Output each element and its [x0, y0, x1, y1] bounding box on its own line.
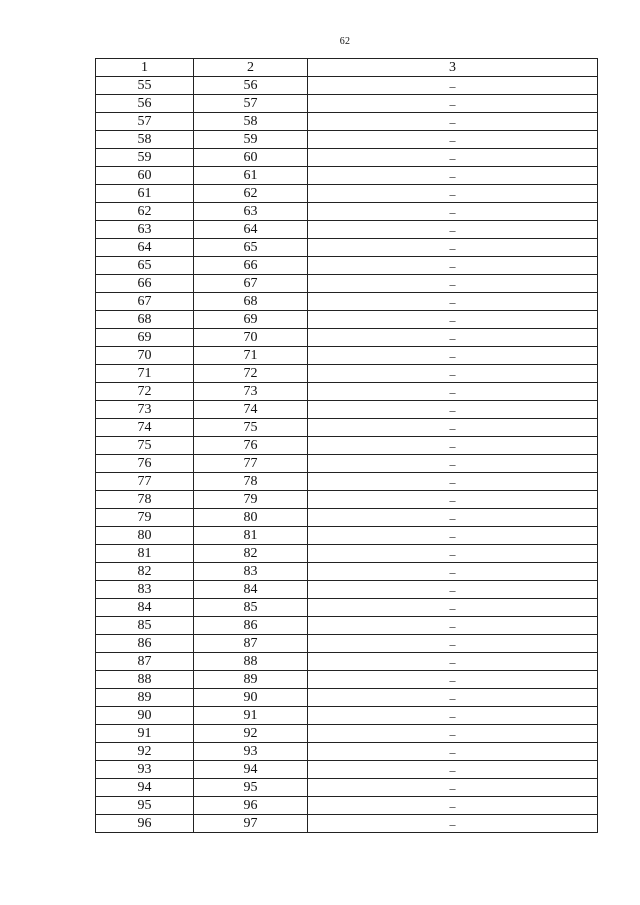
table-cell-col-3: –	[308, 815, 598, 833]
table-row	[96, 689, 598, 707]
table-row	[96, 131, 598, 149]
table-cell-col-3: –	[308, 779, 598, 797]
table-cell-col-3: –	[308, 419, 598, 437]
table-cell-col-3: –	[308, 221, 598, 239]
table-cell-col-3: –	[308, 203, 598, 221]
table-cell-col-2: 83	[194, 563, 308, 581]
table-cell-col-1: 58	[96, 131, 194, 149]
table-cell-col-1: 56	[96, 95, 194, 113]
table-cell-col-2: 65	[194, 239, 308, 257]
table-cell-col-1: 59	[96, 149, 194, 167]
table-row	[96, 581, 598, 599]
table-cell-col-1: 95	[96, 797, 194, 815]
page-number: 62	[339, 36, 351, 47]
table-cell-col-1: 84	[96, 599, 194, 617]
table-row	[96, 185, 598, 203]
table-cell-col-2: 57	[194, 95, 308, 113]
table-cell-col-1: 79	[96, 509, 194, 527]
data-table	[95, 58, 598, 833]
table-cell-col-3: –	[308, 365, 598, 383]
table-row	[96, 761, 598, 779]
table-cell-col-3: –	[308, 131, 598, 149]
table-cell-col-3: –	[308, 653, 598, 671]
table-cell-col-3: –	[308, 95, 598, 113]
header-row	[96, 59, 598, 77]
table-cell-col-2: 56	[194, 77, 308, 95]
table-cell-col-1: 88	[96, 671, 194, 689]
table-cell-col-3: –	[308, 797, 598, 815]
table-cell-col-3: –	[308, 491, 598, 509]
table-cell-col-2: 58	[194, 113, 308, 131]
table-row	[96, 347, 598, 365]
table-cell-col-3: –	[308, 311, 598, 329]
table-cell-col-1: 74	[96, 419, 194, 437]
table-cell-col-1: 96	[96, 815, 194, 833]
table-cell-col-1: 86	[96, 635, 194, 653]
table-cell-col-3: –	[308, 473, 598, 491]
table-cell-col-3: –	[308, 527, 598, 545]
table-row	[96, 725, 598, 743]
table-cell-col-2: 78	[194, 473, 308, 491]
table-cell-col-1: 73	[96, 401, 194, 419]
table-row	[96, 203, 598, 221]
table-cell-col-2: 69	[194, 311, 308, 329]
table-cell-col-2: 74	[194, 401, 308, 419]
table-row	[96, 653, 598, 671]
table-row	[96, 437, 598, 455]
table-cell-col-3: –	[308, 455, 598, 473]
table-cell-col-3: –	[308, 239, 598, 257]
table-cell-col-2: 95	[194, 779, 308, 797]
table-cell-col-1: 75	[96, 437, 194, 455]
table-row	[96, 455, 598, 473]
table-row	[96, 473, 598, 491]
table-row	[96, 311, 598, 329]
table-row	[96, 167, 598, 185]
table-cell-col-3: –	[308, 689, 598, 707]
table-row	[96, 401, 598, 419]
table-cell-col-2: 59	[194, 131, 308, 149]
table-cell-col-2: 93	[194, 743, 308, 761]
table-cell-col-2: 91	[194, 707, 308, 725]
table-row	[96, 743, 598, 761]
table-row	[96, 149, 598, 167]
table-cell-col-2: 82	[194, 545, 308, 563]
table-row	[96, 95, 598, 113]
table-row	[96, 77, 598, 95]
table-cell-col-2: 67	[194, 275, 308, 293]
table-cell-col-1: 66	[96, 275, 194, 293]
table-cell-col-3: –	[308, 707, 598, 725]
table-row	[96, 257, 598, 275]
table-cell-col-3: –	[308, 509, 598, 527]
table-cell-col-1: 90	[96, 707, 194, 725]
table-cell-col-2: 79	[194, 491, 308, 509]
table-cell-col-1: 93	[96, 761, 194, 779]
table-row	[96, 617, 598, 635]
table-cell-col-1: 80	[96, 527, 194, 545]
table-cell-col-2: 63	[194, 203, 308, 221]
column-header-3: 3	[308, 59, 598, 77]
table-cell-col-1: 92	[96, 743, 194, 761]
table-cell-col-2: 76	[194, 437, 308, 455]
table-row	[96, 671, 598, 689]
table-row	[96, 527, 598, 545]
table-row	[96, 113, 598, 131]
table-cell-col-1: 85	[96, 617, 194, 635]
table-row	[96, 293, 598, 311]
table-row	[96, 383, 598, 401]
table-cell-col-3: –	[308, 113, 598, 131]
table-cell-col-2: 81	[194, 527, 308, 545]
table-cell-col-3: –	[308, 761, 598, 779]
table-cell-col-3: –	[308, 293, 598, 311]
table-cell-col-2: 75	[194, 419, 308, 437]
table-cell-col-1: 64	[96, 239, 194, 257]
table-row	[96, 221, 598, 239]
table-cell-col-2: 72	[194, 365, 308, 383]
table-cell-col-3: –	[308, 617, 598, 635]
table-row	[96, 509, 598, 527]
table-cell-col-1: 78	[96, 491, 194, 509]
table-row	[96, 599, 598, 617]
table-cell-col-3: –	[308, 401, 598, 419]
table-row	[96, 635, 598, 653]
table-cell-col-2: 62	[194, 185, 308, 203]
table-cell-col-2: 88	[194, 653, 308, 671]
table-cell-col-3: –	[308, 149, 598, 167]
table-cell-col-1: 94	[96, 779, 194, 797]
table-cell-col-1: 77	[96, 473, 194, 491]
table-cell-col-1: 91	[96, 725, 194, 743]
table-cell-col-3: –	[308, 77, 598, 95]
table-cell-col-2: 84	[194, 581, 308, 599]
table-row	[96, 815, 598, 833]
table-cell-col-3: –	[308, 743, 598, 761]
table-row	[96, 239, 598, 257]
table-cell-col-2: 92	[194, 725, 308, 743]
table-cell-col-3: –	[308, 725, 598, 743]
table-cell-col-1: 69	[96, 329, 194, 347]
table-body	[96, 77, 598, 833]
table-cell-col-2: 60	[194, 149, 308, 167]
table-cell-col-3: –	[308, 563, 598, 581]
table-cell-col-1: 81	[96, 545, 194, 563]
table-cell-col-3: –	[308, 545, 598, 563]
table-cell-col-1: 70	[96, 347, 194, 365]
table-cell-col-1: 63	[96, 221, 194, 239]
table-cell-col-2: 87	[194, 635, 308, 653]
table-cell-col-2: 77	[194, 455, 308, 473]
table-cell-col-3: –	[308, 437, 598, 455]
table-cell-col-1: 57	[96, 113, 194, 131]
column-header-1: 1	[96, 59, 194, 77]
table-cell-col-3: –	[308, 167, 598, 185]
table-cell-col-1: 68	[96, 311, 194, 329]
table-cell-col-3: –	[308, 635, 598, 653]
table-cell-col-2: 90	[194, 689, 308, 707]
table-cell-col-2: 66	[194, 257, 308, 275]
table-cell-col-3: –	[308, 185, 598, 203]
table-row	[96, 779, 598, 797]
table-cell-col-3: –	[308, 329, 598, 347]
table-cell-col-3: –	[308, 347, 598, 365]
table-row	[96, 419, 598, 437]
table-cell-col-1: 76	[96, 455, 194, 473]
table-cell-col-2: 70	[194, 329, 308, 347]
table-cell-col-3: –	[308, 383, 598, 401]
table-cell-col-3: –	[308, 671, 598, 689]
table-cell-col-2: 61	[194, 167, 308, 185]
table-cell-col-1: 55	[96, 77, 194, 95]
table-row	[96, 707, 598, 725]
table-cell-col-3: –	[308, 599, 598, 617]
table-row	[96, 491, 598, 509]
table-cell-col-2: 94	[194, 761, 308, 779]
table-cell-col-2: 89	[194, 671, 308, 689]
table-cell-col-2: 73	[194, 383, 308, 401]
table-cell-col-2: 64	[194, 221, 308, 239]
table-cell-col-3: –	[308, 257, 598, 275]
table-row	[96, 545, 598, 563]
table-cell-col-1: 82	[96, 563, 194, 581]
table-header	[96, 59, 598, 77]
table-cell-col-1: 60	[96, 167, 194, 185]
table-cell-col-1: 65	[96, 257, 194, 275]
table-cell-col-2: 96	[194, 797, 308, 815]
table-row	[96, 275, 598, 293]
column-header-2: 2	[194, 59, 308, 77]
table-cell-col-1: 87	[96, 653, 194, 671]
table-cell-col-1: 89	[96, 689, 194, 707]
table-row	[96, 563, 598, 581]
table-cell-col-1: 83	[96, 581, 194, 599]
table-cell-col-1: 71	[96, 365, 194, 383]
table-cell-col-1: 61	[96, 185, 194, 203]
table-cell-col-2: 97	[194, 815, 308, 833]
table-cell-col-2: 86	[194, 617, 308, 635]
table-cell-col-3: –	[308, 275, 598, 293]
table-cell-col-2: 85	[194, 599, 308, 617]
table-cell-col-3: –	[308, 581, 598, 599]
table-row	[96, 329, 598, 347]
table-cell-col-1: 62	[96, 203, 194, 221]
table-cell-col-2: 68	[194, 293, 308, 311]
table-cell-col-1: 67	[96, 293, 194, 311]
table-row	[96, 365, 598, 383]
table-cell-col-2: 71	[194, 347, 308, 365]
table-row	[96, 797, 598, 815]
table-cell-col-1: 72	[96, 383, 194, 401]
table-cell-col-2: 80	[194, 509, 308, 527]
